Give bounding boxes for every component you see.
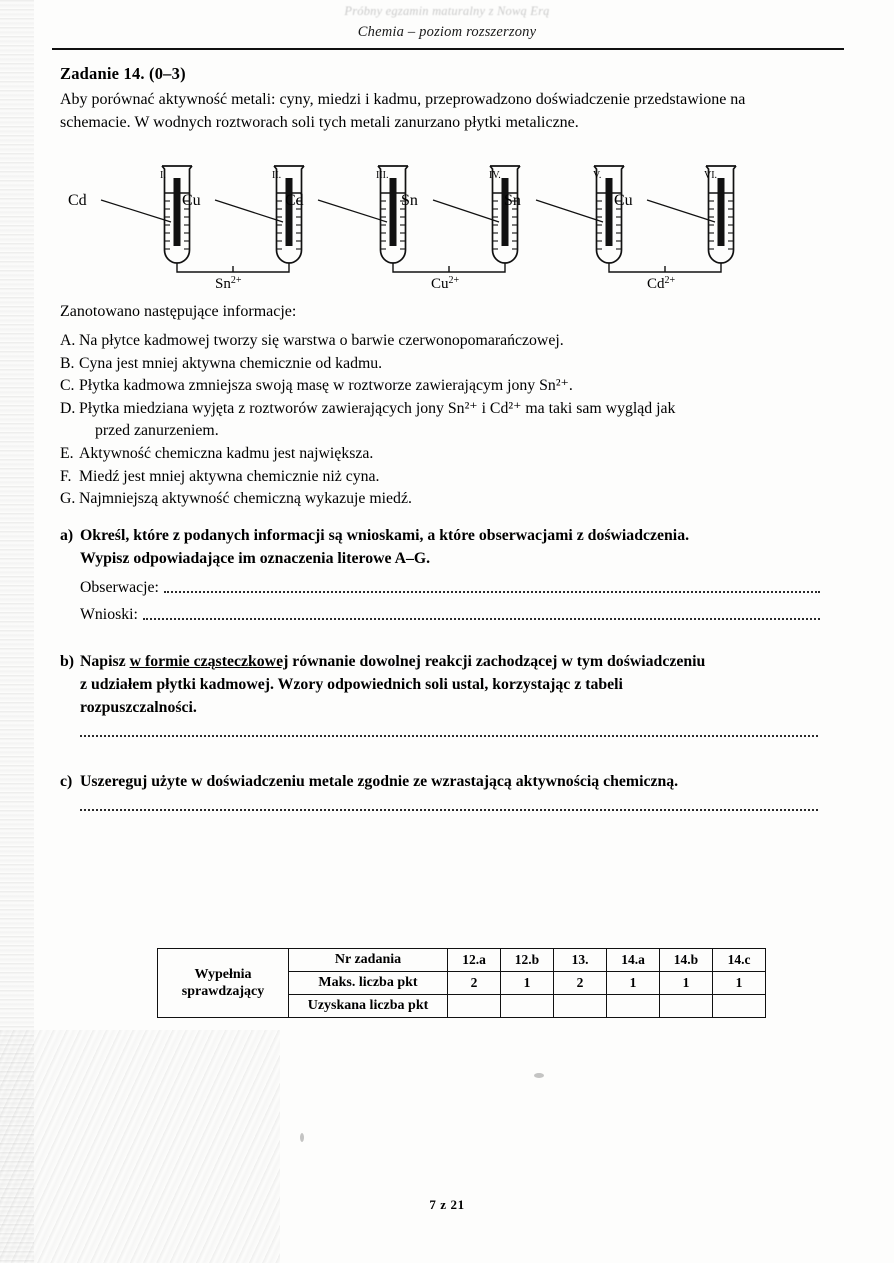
obtained-points-cell[interactable] <box>448 995 501 1018</box>
row-label-max-points: Maks. liczba pkt <box>289 972 448 995</box>
tube-metal-label-4: Sn <box>401 192 418 209</box>
answer-label-observations: Obserwacje: <box>80 579 159 596</box>
task-number-cell: 12.a <box>448 949 501 972</box>
subquestion-c-marker: c) <box>60 773 73 790</box>
answer-row-conclusions[interactable] <box>60 606 820 624</box>
answer-line-b[interactable] <box>80 735 818 737</box>
statement-text: Najmniejszą aktywność chemiczną wykazuje miedź. <box>79 490 412 508</box>
subquestion-c-text: Uszereguj użyte w doświadczeniu metale zgodnie ze wzrastającą aktywnością chemiczną. <box>80 773 679 790</box>
obtained-points-cell[interactable] <box>607 995 660 1018</box>
tube-numeral-4: IV. <box>489 170 501 181</box>
statement-letter: A. <box>60 332 76 349</box>
subquestion-b-line3: rozpuszczalności. <box>80 699 197 716</box>
list-item <box>60 375 820 398</box>
tube-metal-label-3: Cd <box>285 192 304 209</box>
tube-numeral-2: II. <box>272 170 282 181</box>
scan-noise-bottom-left <box>0 1030 280 1263</box>
list-item <box>60 330 820 353</box>
task-number-cell: 14.a <box>607 949 660 972</box>
solution-label-2: $Cu^{2+}$ <box>431 275 460 290</box>
row-label-obtained-points: Uzyskana liczba pkt <box>289 995 448 1018</box>
answer-line-conclusions[interactable] <box>143 618 820 620</box>
subquestion-c-prompt <box>60 770 820 793</box>
subquestion-a <box>60 524 820 624</box>
examiner-label-line2: sprawdzający <box>181 984 265 999</box>
solution-label-1: $Sn^{2+}$ <box>215 275 242 290</box>
examiner-label-line1: Wypełnia <box>194 967 252 982</box>
score-table <box>157 948 766 1018</box>
max-points-cell: 1 <box>660 972 713 995</box>
leader-line-5 <box>536 200 603 222</box>
table-row <box>158 949 766 972</box>
page-footer: 7 z 21 <box>429 1197 465 1212</box>
obtained-points-cell[interactable] <box>554 995 607 1018</box>
tube-numeral-5: V. <box>593 170 602 181</box>
statement-letter: F. <box>60 467 72 485</box>
scan-smudge <box>534 1073 544 1078</box>
max-points-cell: 1 <box>607 972 660 995</box>
tube-metal-label-5: Sn <box>504 192 521 209</box>
task-number-cell: 14.c <box>713 949 766 972</box>
solution-bracket-1 <box>177 263 289 272</box>
subquestion-b-text-after: równanie dowolnej reakcji zachodzącej w tym doświadczeniu <box>288 653 706 670</box>
statement-letter: B. <box>60 354 75 372</box>
max-points-cell: 2 <box>448 972 501 995</box>
tube-numeral-3: III. <box>376 170 389 181</box>
task-number-cell: 14.b <box>660 949 713 972</box>
subquestion-b-text-before: Napisz <box>80 653 130 670</box>
header-divider <box>52 48 844 50</box>
leader-line-1 <box>101 200 171 222</box>
tube-metal-label-2: Cu <box>182 192 201 209</box>
statement-text-line1: Płytka miedziana wyjęta z roztworów zawierających jony Sn²⁺ i Cd²⁺ ma taki sam wygląd jak <box>79 399 676 417</box>
list-item <box>60 398 820 443</box>
page-header <box>0 4 894 41</box>
task-number-cell: 12.b <box>501 949 554 972</box>
solution-label-3: $Cd^{2+}$ <box>647 275 676 290</box>
solution-bracket-2 <box>393 263 505 272</box>
subquestion-a-body <box>80 524 820 570</box>
max-points-cell: 1 <box>713 972 766 995</box>
subquestion-b-prompt <box>60 650 820 719</box>
leader-line-3 <box>318 200 387 222</box>
header-exam-series: Próbny egzamin maturalny z Nową Erą <box>344 4 550 18</box>
row-label-task-number: Nr zadania <box>289 949 448 972</box>
max-points-cell: 1 <box>501 972 554 995</box>
statements-list <box>60 330 820 511</box>
statement-letter: C. <box>60 377 75 395</box>
tube-numeral-1: I. <box>160 170 166 181</box>
subquestion-b-underlined-phrase: w formie cząsteczkowej <box>129 653 289 670</box>
answer-row-observations[interactable] <box>60 579 820 597</box>
answer-line-observations[interactable] <box>164 591 820 593</box>
examiner-label-cell <box>158 949 289 1018</box>
answer-line-c[interactable] <box>80 809 818 811</box>
subquestion-b-body <box>80 650 820 719</box>
subquestion-a-prompt <box>60 524 820 570</box>
obtained-points-cell[interactable] <box>713 995 766 1018</box>
score-table-container <box>157 948 766 1018</box>
obtained-points-cell[interactable] <box>660 995 713 1018</box>
statement-text: Miedź jest mniej aktywna chemicznie niż cyna. <box>79 467 380 485</box>
tube-numeral-6: VI. <box>704 170 718 181</box>
statement-letter: E. <box>60 444 74 462</box>
subquestion-b-marker: b) <box>60 653 75 670</box>
statement-text: Płytka kadmowa zmniejsza swoją masę w roztworze zawierającym jony Sn²⁺. <box>79 377 573 395</box>
statement-letter: G. <box>60 490 76 508</box>
task-number-cell: 13. <box>554 949 607 972</box>
statements-intro: Zanotowano następujące informacje: <box>60 303 297 320</box>
scan-noise-left-edge <box>0 0 34 1263</box>
subquestion-b <box>60 650 820 737</box>
answer-label-conclusions: Wnioski: <box>80 606 138 623</box>
leader-line-6 <box>647 200 715 222</box>
subquestion-c <box>60 770 820 811</box>
task-intro-text: Aby porównać aktywność metali: cyny, miedzi i kadmu, przeprowadzono doświadczenie przedstawione na schemacie. W wodnych roztworach soli tych metali zanurzano płytki metaliczne. <box>60 91 746 131</box>
subquestion-a-line1: Określ, które z podanych informacji są wnioskami, a które obserwacjami z doświadczenia. <box>80 527 690 544</box>
leader-line-2 <box>215 200 283 222</box>
obtained-points-cell[interactable] <box>501 995 554 1018</box>
statement-text <box>79 398 820 443</box>
max-points-cell: 2 <box>554 972 607 995</box>
scan-smudge <box>300 1133 304 1142</box>
test-tubes-svg <box>52 150 852 290</box>
statement-text: Na płytce kadmowej tworzy się warstwa o barwie czerwonopomarańczowej. <box>79 332 564 349</box>
subquestion-a-line2: Wypisz odpowiadające im oznaczenia literowe A–G. <box>80 550 431 567</box>
statement-text: Aktywność chemiczna kadmu jest największa. <box>79 444 374 462</box>
list-item <box>60 443 820 466</box>
experiment-diagram <box>52 150 852 290</box>
tube-metal-label-1: Cd <box>68 192 87 209</box>
statement-letter: D. <box>60 399 76 417</box>
leader-line-4 <box>433 200 499 222</box>
header-subject: Chemia – poziom rozszerzony <box>357 24 537 40</box>
subquestion-a-marker: a) <box>60 527 74 544</box>
tube-metal-label-6: Cu <box>614 192 633 209</box>
page-title: Zadanie 14. (0–3) <box>60 64 186 83</box>
statement-text: Cyna jest mniej aktywna chemicznie od kadmu. <box>79 354 383 372</box>
statement-text-line2: przed zanurzeniem. <box>95 422 219 440</box>
subquestion-b-line2: z udziałem płytki kadmowej. Wzory odpowiednich soli ustal, korzystając z tabeli <box>80 676 623 693</box>
list-item <box>60 466 820 489</box>
solution-bracket-3 <box>609 263 721 272</box>
test-tube-1 <box>162 166 192 263</box>
list-item <box>60 488 820 511</box>
list-item <box>60 353 820 376</box>
